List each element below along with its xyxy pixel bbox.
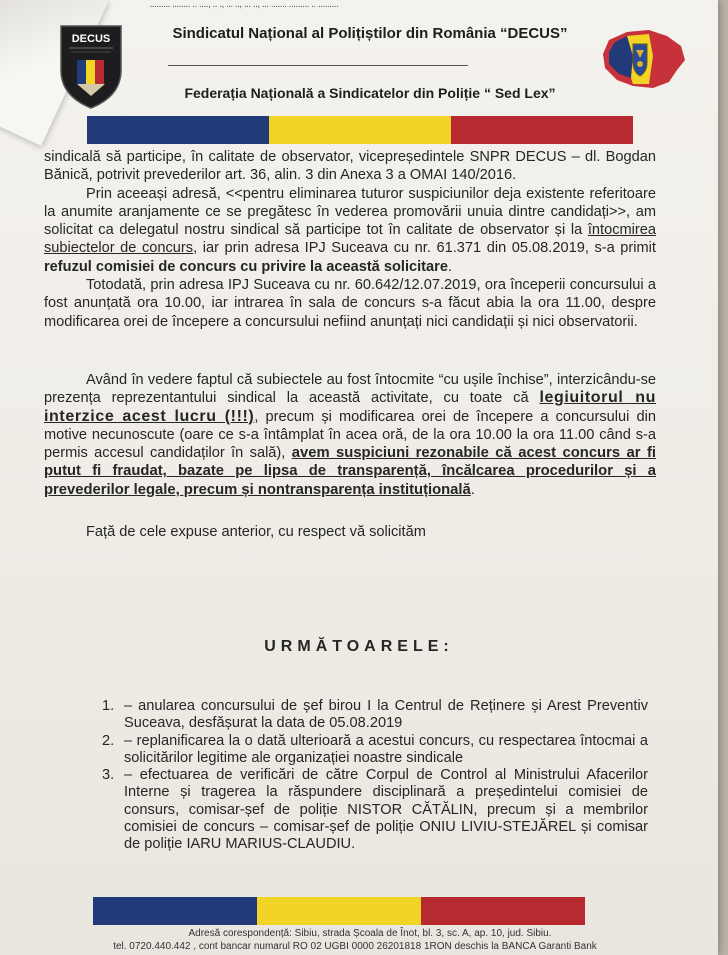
- band-blue: [93, 897, 257, 925]
- band-yellow: [257, 897, 421, 925]
- paragraph-suspicions: [44, 371, 656, 499]
- footer-contact: tel. 0720.440.442 , cont bancar numarul RO 02 UGBI 0000 26201818 1RON deschis la BANCA Garanti Bank: [113, 940, 597, 952]
- list-item-text: – replanificarea la o dată ulterioară a acestui concurs, cu respectarea întocmai a solicitărilor legitime ale organizației noastre sindicale: [124, 732, 648, 766]
- list-item: [102, 698, 648, 733]
- p2-bold: refuzul comisiei de concurs cu privire la această solicitare: [44, 258, 448, 275]
- decus-logo: [55, 22, 127, 110]
- paragraph-request: [44, 185, 656, 276]
- p4-text-b: , precum și modificarea orei de începere a concursului din motive necunoscute (oare ce s-a întâmplat în acea oră, de la ora 10.00 la ora 11.00 când s-a permis accesul candidaților în sală),: [44, 408, 656, 462]
- header-rule: [168, 65, 468, 66]
- paragraph-time-change: Totodată, prin adresa IPJ Suceava cu nr. 60.642/12.07.2019, ora începerii concursului a fost anunțată ora 10.00, iar intrarea în sala de concurs s-a făcut abia la ora 11.00, despre modificarea orei de începere a concursului nefiind anunțați nici candidații și nici observatorii.: [44, 277, 656, 330]
- list-item-number: 2.: [102, 732, 115, 749]
- p2-text-b: , iar prin adresa IPJ Suceava cu nr. 61.371 din 05.08.2019, s-a primit: [193, 240, 656, 257]
- tricolor-band-top: [87, 116, 633, 144]
- p2-text-a: Prin aceeași adresă, <<pentru eliminarea tuturor suspiciunilor deja existente referitoare la anumite aranjamente ce se pregătesc în vederea promovării unuia dintre candidați>>, am solicitat ca delegatul nostru sindical să participe tot în calitate de observator și la: [44, 185, 656, 239]
- band-yellow: [269, 116, 451, 144]
- p4-text-a: Având în vedere faptul că subiectele au fost întocmite “cu ușile închise”, interzicându-se prezența reprezentantului sindical la această activitate, cu toate că: [44, 371, 656, 407]
- list-item-text: – anularea concursului de șef birou I la Centrul de Reținere și Arest Preventiv Suceava, desfășurat la data de 05.08.2019: [124, 698, 648, 732]
- list-item: [102, 733, 648, 768]
- decus-logo-text: DECUS: [71, 33, 111, 45]
- p4-bold-underlined-2: avem suspiciuni rezonabile că acest concurs ar fi putut fi fraudat, bazate pe lipsa de transparență, încălcarea procedurilor și a prevederilor legale, precum și nontransparența instituțională: [44, 445, 657, 498]
- federation-name: Federația Națională a Sindicatelor din Poliție “ Sed Lex”: [184, 85, 556, 101]
- band-red: [451, 116, 633, 144]
- p4-bold-underlined: legiuitorul nu interzice acest lucru (!!!): [44, 389, 656, 425]
- letter-body: [44, 148, 656, 541]
- paragraph-request-intro: Față de cele expuse anterior, cu respect vă solicităm: [86, 524, 426, 541]
- footer: [90, 928, 620, 953]
- request-list: [102, 698, 648, 854]
- list-item-number: 3.: [102, 767, 115, 784]
- romania-map-logo: [597, 26, 689, 92]
- top-cut-line: ......... ........ .. ...., .. ., ... .., ... .., ... ....... ......... .. .........: [150, 2, 339, 9]
- list-item: [102, 767, 648, 853]
- union-name: Sindicatul Național al Polițiștilor din România “DECUS”: [172, 25, 568, 42]
- list-item-text: – efectuarea de verificări de către Corpul de Control al Ministrului Afacerilor Interne și tragerea la răspundere disciplinară a președintelui comisiei de consurs, comisar-șef de poliție NISTOR CĂTĂLIN, precum și a membrilor comisiei de concurs – comisar-șef de poliție ONIU LIVIU-STEJĂREL și comisar de poliție IARU MARIUS-CLAUDIU.: [124, 767, 648, 853]
- p2-end: .: [447, 258, 452, 275]
- band-blue: [87, 116, 269, 144]
- paragraph-observer: sindicală să participe, în calitate de observator, vicepreședintele SNPR DECUS – dl. Bogdan Bănică, potrivit prevederilor art. 36, alin. 3 din Anexa 3 a OMAI 140/2016.: [44, 149, 656, 184]
- section-title: URMĂTOARELE:: [264, 638, 454, 655]
- footer-address: Adresă corespondență: Sibiu, strada Școala de Înot, bl. 3, sc. A, ap. 10, jud. Sibiu.: [188, 928, 552, 939]
- band-red: [421, 897, 585, 925]
- tricolor-band-bottom: [93, 897, 585, 925]
- list-item-number: 1.: [102, 698, 115, 714]
- p4-end: .: [470, 481, 475, 498]
- p2-underlined: întocmirea subiectelor de concurs: [44, 222, 656, 257]
